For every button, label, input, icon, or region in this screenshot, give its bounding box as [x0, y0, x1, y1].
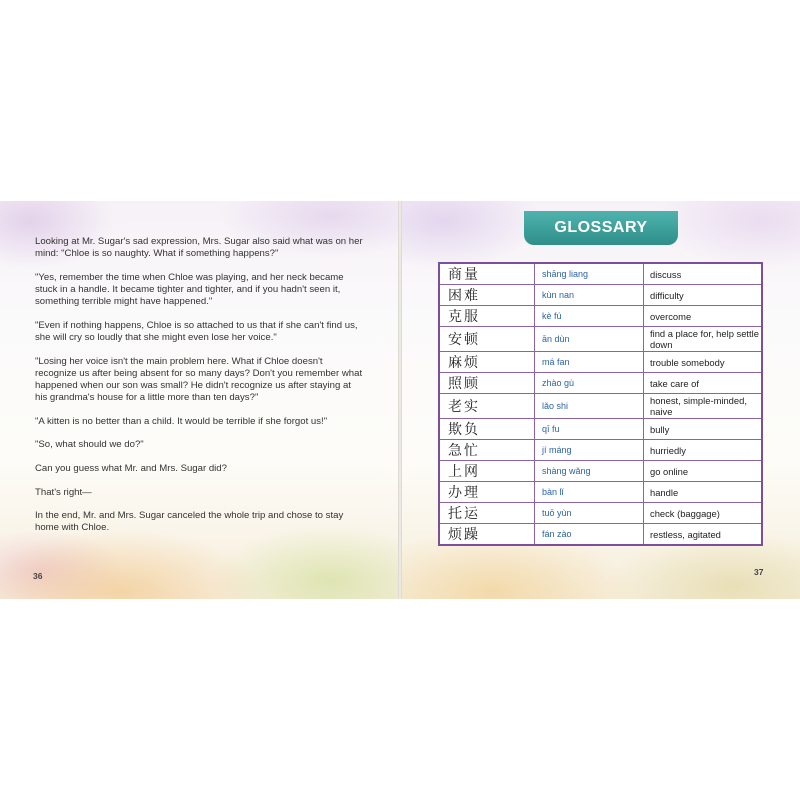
story-text: [35, 236, 365, 546]
glossary-pinyin: kùn nan: [535, 285, 644, 306]
page-number-right: 37: [754, 567, 764, 577]
glossary-english: trouble somebody: [644, 352, 763, 373]
glossary-pinyin: bàn lǐ: [535, 482, 644, 503]
glossary-row: [439, 461, 762, 482]
glossary-pinyin: shāng liang: [535, 263, 644, 285]
glossary-pinyin: zhào gù: [535, 373, 644, 394]
story-paragraph: Can you guess what Mr. and Mrs. Sugar did?: [35, 462, 227, 474]
glossary-row: [439, 327, 762, 352]
glossary-hanzi: 克服: [439, 306, 535, 327]
glossary-english: restless, agitated: [644, 524, 763, 546]
glossary-title: GLOSSARY: [524, 211, 678, 245]
right-page: [402, 201, 800, 599]
glossary-english: discuss: [644, 263, 763, 285]
glossary-english: find a place for, help settle down: [644, 327, 763, 352]
glossary-row: [439, 503, 762, 524]
glossary-hanzi: 商量: [439, 263, 535, 285]
story-paragraph: "Losing her voice isn't the main problem here. What if Chloe doesn't recognize us after being absent for so many days? Don't you remember what happened when our son was small? He didn't recognize us after staying at his grandma's house for a little more than ten days?": [35, 355, 363, 404]
glossary-english: difficulty: [644, 285, 763, 306]
story-paragraph: In the end, Mr. and Mrs. Sugar canceled the whole trip and chose to stay home with Chloe.: [35, 510, 344, 534]
glossary-row: [439, 306, 762, 327]
glossary-hanzi: 上网: [439, 461, 535, 482]
glossary-row: [439, 419, 762, 440]
glossary-pinyin: qī fu: [535, 419, 644, 440]
glossary-hanzi: 烦躁: [439, 524, 535, 546]
page-number-left: 36: [33, 571, 43, 581]
glossary-row: [439, 285, 762, 306]
glossary-hanzi: 欺负: [439, 419, 535, 440]
glossary-english: check (baggage): [644, 503, 763, 524]
glossary-table: [438, 262, 763, 546]
glossary-english: go online: [644, 461, 763, 482]
story-paragraph: That's right—: [35, 486, 92, 498]
glossary-english: bully: [644, 419, 763, 440]
glossary-row: [439, 352, 762, 373]
glossary-row: [439, 373, 762, 394]
glossary-pinyin: shàng wǎng: [535, 461, 644, 482]
glossary-row: [439, 482, 762, 503]
glossary-hanzi: 托运: [439, 503, 535, 524]
story-paragraph: "Even if nothing happens, Chloe is so attached to us that if she can't find us, she will cry so loudly that she might even lose her voice.": [35, 319, 358, 343]
glossary-english: handle: [644, 482, 763, 503]
glossary-english: hurriedly: [644, 440, 763, 461]
glossary-hanzi: 老实: [439, 394, 535, 419]
left-page: [0, 201, 398, 599]
glossary-hanzi: 急忙: [439, 440, 535, 461]
glossary-english: overcome: [644, 306, 763, 327]
story-paragraph: Looking at Mr. Sugar's sad expression, Mrs. Sugar also said what was on her mind: "Chloe is so naughty. What if something happens?": [35, 236, 363, 260]
glossary-pinyin: kè fú: [535, 306, 644, 327]
glossary-row: [439, 524, 762, 546]
glossary-pinyin: má fan: [535, 352, 644, 373]
glossary-english: honest, simple-minded, naive: [644, 394, 763, 419]
glossary-pinyin: lǎo shi: [535, 394, 644, 419]
glossary-hanzi: 办理: [439, 482, 535, 503]
glossary-row: [439, 440, 762, 461]
glossary-hanzi: 麻烦: [439, 352, 535, 373]
glossary-row: [439, 263, 762, 285]
story-paragraph: "So, what should we do?": [35, 439, 144, 451]
glossary-english: take care of: [644, 373, 763, 394]
glossary-hanzi: 安顿: [439, 327, 535, 352]
glossary-pinyin: fán zào: [535, 524, 644, 546]
glossary-hanzi: 照顾: [439, 373, 535, 394]
glossary-row: [439, 394, 762, 419]
glossary-pinyin: ān dùn: [535, 327, 644, 352]
story-paragraph: "Yes, remember the time when Chloe was playing, and her neck became stuck in a handle. It became tighter and tighter, and if you hadn't seen it, something terrible might have happened.": [35, 271, 344, 308]
glossary-pinyin: jí máng: [535, 440, 644, 461]
glossary-pinyin: tuō yùn: [535, 503, 644, 524]
book-spread: [0, 201, 800, 599]
story-paragraph: "A kitten is no better than a child. It would be terrible if she forgot us!": [35, 415, 328, 427]
glossary-hanzi: 困难: [439, 285, 535, 306]
